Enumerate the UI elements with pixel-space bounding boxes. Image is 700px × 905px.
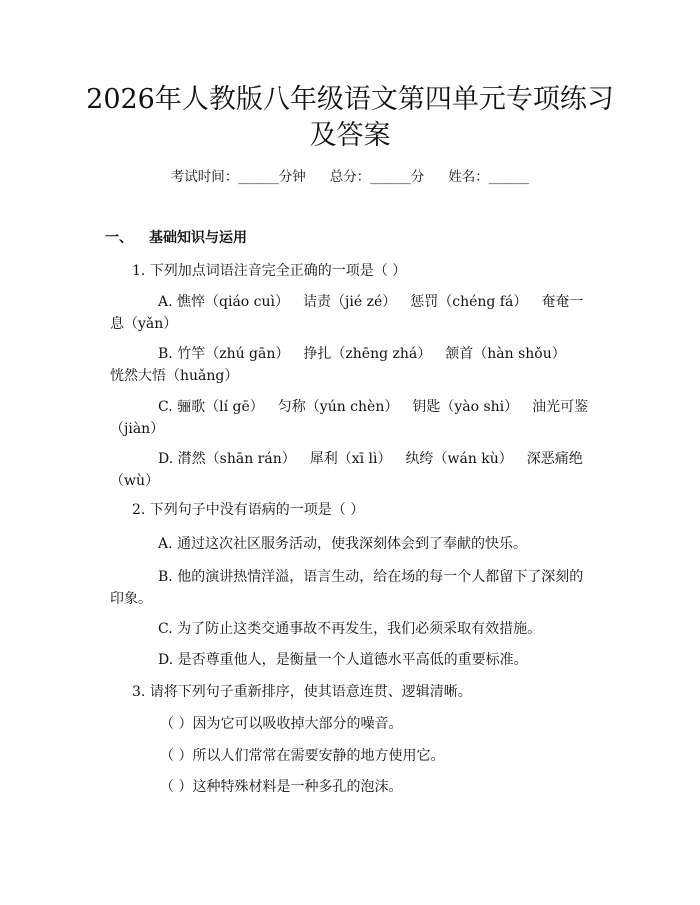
document-title-line-2: 及答案 bbox=[309, 120, 391, 151]
option-label: B. bbox=[158, 569, 173, 585]
option-word: 竹竿（zhú gān） bbox=[177, 346, 290, 362]
ordering-sentence: （ ）因为它可以吸收掉大部分的噪音。 bbox=[160, 716, 403, 732]
option-word: 惩罚（chéng fá） bbox=[410, 294, 528, 310]
option-word: 颔首（hàn shǒu） bbox=[445, 346, 566, 362]
option-label: A. bbox=[158, 536, 173, 552]
total-score-field: 总分：______分 bbox=[329, 169, 425, 185]
ordering-sentence: （ ）这种特殊材料是一种多孔的泡沫。 bbox=[160, 779, 403, 795]
option-word: 犀利（xī lì） bbox=[309, 451, 392, 467]
option-word: 钥匙（yào shi） bbox=[412, 399, 519, 415]
option-label: C. bbox=[158, 621, 173, 637]
document-title-line-1: 2026年人教版八年级语文第四单元专项练习 bbox=[86, 84, 614, 115]
question-option bbox=[110, 618, 590, 640]
student-name-field: 姓名：______ bbox=[448, 169, 530, 185]
option-word: 恍然大悟（huǎng） bbox=[110, 368, 239, 384]
option-text: 是否尊重他人，是衡量一个人道德水平高低的重要标准。 bbox=[177, 652, 528, 668]
option-word: 憔悴（qiáo cuì） bbox=[177, 294, 290, 310]
ordering-sentence: （ ）所以人们常常在需要安静的地方使用它。 bbox=[160, 748, 445, 764]
question-option bbox=[110, 649, 590, 671]
exam-time-field: 考试时间：______分钟 bbox=[170, 169, 306, 185]
option-word: 诘责（jié zé） bbox=[303, 294, 397, 310]
option-text: 他的演讲热情洋溢，语言生动，给在场的每一个人都留下了深刻的印象。 bbox=[110, 569, 584, 607]
option-word: 奄奄一息（yǎn） bbox=[110, 294, 584, 332]
option-word: 潸然（shān rán） bbox=[177, 451, 296, 467]
question-option bbox=[110, 396, 590, 440]
option-text: 通过这次社区服务活动，使我深刻体会到了奉献的快乐。 bbox=[177, 536, 528, 552]
question-stem: 3. 请将下列句子重新排序，使其语意连贯、逻辑清晰。 bbox=[132, 684, 472, 700]
exam-info-row bbox=[0, 166, 700, 188]
option-text: 为了防止这类交通事故不再发生，我们必须采取有效措施。 bbox=[177, 621, 542, 637]
section-number: 一、 bbox=[105, 230, 133, 246]
option-word: 纨绔（wán kù） bbox=[405, 451, 513, 467]
option-word: 骊歌（lí gē） bbox=[177, 399, 264, 415]
question-option bbox=[110, 448, 590, 492]
option-label: D. bbox=[158, 451, 174, 467]
question-option bbox=[110, 566, 590, 610]
question-stem: 1. 下列加点词语注音完全正确的一项是（ ） bbox=[132, 263, 407, 279]
question-option bbox=[110, 533, 590, 555]
option-label: A. bbox=[158, 294, 173, 310]
question-stem: 2. 下列句子中没有语病的一项是（ ） bbox=[132, 502, 365, 518]
question-option bbox=[110, 343, 590, 387]
option-word: 油光可鉴（jiàn） bbox=[110, 399, 589, 437]
option-label: B. bbox=[158, 346, 173, 362]
option-label: C. bbox=[158, 399, 173, 415]
question-option bbox=[110, 291, 590, 335]
option-word: 挣扎（zhēng zhá） bbox=[303, 346, 432, 362]
option-label: D. bbox=[158, 652, 174, 668]
option-word: 匀称（yún chèn） bbox=[277, 399, 399, 415]
section-title: 基础知识与运用 bbox=[149, 230, 247, 246]
section-heading bbox=[105, 227, 247, 249]
option-word: 深恶痛绝（wù） bbox=[110, 451, 583, 489]
